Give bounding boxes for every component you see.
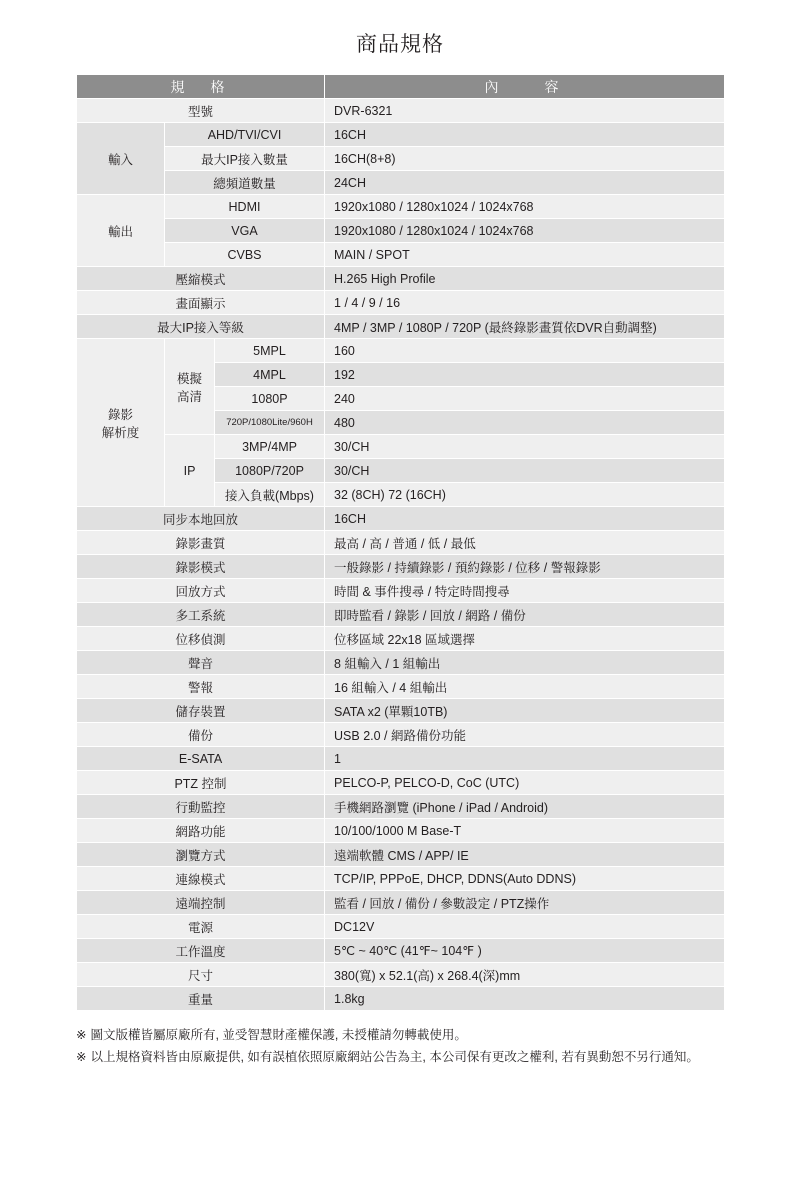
- note-text: 圖文版權皆屬原廠所有, 並受智慧財產權保護, 未授權請勿轉載使用。: [90, 1028, 467, 1042]
- table-row: [77, 819, 725, 843]
- row-label: E-SATA: [77, 747, 325, 771]
- table-row: [77, 291, 725, 315]
- table-row: [77, 747, 725, 771]
- table-row: [77, 195, 725, 219]
- table-row: [77, 267, 725, 291]
- row-value: 16 組輸入 / 4 組輸出: [325, 675, 725, 699]
- row-value: 16CH: [325, 507, 725, 531]
- table-row: [77, 123, 725, 147]
- row-label: PTZ 控制: [77, 771, 325, 795]
- row-label: 最大IP接入數量: [165, 147, 325, 171]
- row-label: 瀏覽方式: [77, 843, 325, 867]
- row-group-label: 輸出: [77, 195, 165, 267]
- row-label: 遠端控制: [77, 891, 325, 915]
- note-row: [76, 1025, 724, 1047]
- note-mark-icon: ※: [76, 1049, 87, 1064]
- row-value: TCP/IP, PPPoE, DHCP, DDNS(Auto DDNS): [325, 867, 725, 891]
- row-label: 同步本地回放: [77, 507, 325, 531]
- row-label: 備份: [77, 723, 325, 747]
- row-label: 尺寸: [77, 963, 325, 987]
- row-label: 3MP/4MP: [215, 435, 325, 459]
- table-row: [77, 507, 725, 531]
- row-label: 電源: [77, 915, 325, 939]
- table-row: [77, 531, 725, 555]
- row-value: 位移區域 22x18 區域選擇: [325, 627, 725, 651]
- note-text: 以上規格資料皆由原廠提供, 如有誤植依照原廠網站公告為主, 本公司保有更改之權利, 若有異動恕不另行通知。: [90, 1049, 699, 1064]
- row-value: 480: [325, 411, 725, 435]
- row-subgroup-label: 模擬 高清: [165, 339, 215, 435]
- row-label: 儲存裝置: [77, 699, 325, 723]
- table-row: [77, 723, 725, 747]
- row-value: 24CH: [325, 171, 725, 195]
- row-label: 720P/1080Lite/960H: [215, 411, 325, 435]
- row-label: 1080P: [215, 387, 325, 411]
- table-row: [77, 843, 725, 867]
- row-value: DC12V: [325, 915, 725, 939]
- table-row: [77, 243, 725, 267]
- row-label: 最大IP接入等級: [77, 315, 325, 339]
- row-value: 30/CH: [325, 435, 725, 459]
- row-value: 8 組輸入 / 1 組輸出: [325, 651, 725, 675]
- row-value: PELCO-P, PELCO-D, CoC (UTC): [325, 771, 725, 795]
- page-title: 商品規格: [356, 33, 444, 56]
- table-row: [77, 147, 725, 171]
- row-label: CVBS: [165, 243, 325, 267]
- row-value: 10/100/1000 M Base-T: [325, 819, 725, 843]
- table-row: [77, 939, 725, 963]
- row-value: 監看 / 回放 / 備份 / 參數設定 / PTZ操作: [325, 891, 725, 915]
- row-value: 16CH(8+8): [325, 147, 725, 171]
- row-value: 遠端軟體 CMS / APP/ IE: [325, 843, 725, 867]
- row-value: 手機網路瀏覽 (iPhone / iPad / Android): [325, 795, 725, 819]
- table-row: [77, 99, 725, 123]
- table-row: [77, 171, 725, 195]
- row-value: H.265 High Profile: [325, 267, 725, 291]
- row-value: 16CH: [325, 123, 725, 147]
- row-label: 聲音: [77, 651, 325, 675]
- note-row: [76, 1047, 724, 1069]
- table-header-row: [77, 75, 725, 99]
- row-label: 重量: [77, 987, 325, 1011]
- row-label: 網路功能: [77, 819, 325, 843]
- header-cell-content: 內 容: [325, 75, 725, 99]
- row-value: 4MP / 3MP / 1080P / 720P (最終錄影畫質依DVR自動調整): [325, 315, 725, 339]
- table-row: [77, 579, 725, 603]
- footer-notes: [76, 1025, 724, 1069]
- row-group-label: 輸入: [77, 123, 165, 195]
- row-value: 時間 & 事件搜尋 / 特定時間搜尋: [325, 579, 725, 603]
- row-label: 1080P/720P: [215, 459, 325, 483]
- table-row: [77, 987, 725, 1011]
- row-value: 1920x1080 / 1280x1024 / 1024x768: [325, 219, 725, 243]
- row-value: 1.8kg: [325, 987, 725, 1011]
- row-label: 錄影畫質: [77, 531, 325, 555]
- table-row: [77, 963, 725, 987]
- note-mark-icon: ※: [76, 1028, 87, 1042]
- row-value: 30/CH: [325, 459, 725, 483]
- row-value: MAIN / SPOT: [325, 243, 725, 267]
- spec-table: [76, 74, 725, 1011]
- row-label: 位移偵測: [77, 627, 325, 651]
- table-row: [77, 867, 725, 891]
- row-label: 行動監控: [77, 795, 325, 819]
- table-row: [77, 675, 725, 699]
- row-value: 1: [325, 747, 725, 771]
- row-value: 380(寬) x 52.1(高) x 268.4(深)mm: [325, 963, 725, 987]
- table-row: [77, 627, 725, 651]
- row-value: 1920x1080 / 1280x1024 / 1024x768: [325, 195, 725, 219]
- row-label: 工作溫度: [77, 939, 325, 963]
- table-row: [77, 699, 725, 723]
- row-label: 多工系統: [77, 603, 325, 627]
- row-value: SATA x2 (單顆10TB): [325, 699, 725, 723]
- row-label: HDMI: [165, 195, 325, 219]
- row-label: 接入負載(Mbps): [215, 483, 325, 507]
- row-label: 壓縮模式: [77, 267, 325, 291]
- row-label: 總頻道數量: [165, 171, 325, 195]
- table-row: [77, 555, 725, 579]
- row-label: AHD/TVI/CVI: [165, 123, 325, 147]
- table-row: [77, 219, 725, 243]
- row-label: 畫面顯示: [77, 291, 325, 315]
- spec-table-body: [77, 75, 725, 1011]
- row-label: 錄影模式: [77, 555, 325, 579]
- row-value: 一般錄影 / 持續錄影 / 預約錄影 / 位移 / 警報錄影: [325, 555, 725, 579]
- table-row: [77, 315, 725, 339]
- row-label: 警報: [77, 675, 325, 699]
- table-row: [77, 651, 725, 675]
- row-value: 192: [325, 363, 725, 387]
- table-row: [77, 603, 725, 627]
- row-value: 5℃ ~ 40℃ (41℉~ 104℉ ): [325, 939, 725, 963]
- table-row: [77, 915, 725, 939]
- table-row: [77, 891, 725, 915]
- row-label: 5MPL: [215, 339, 325, 363]
- row-value: 最高 / 高 / 普通 / 低 / 最低: [325, 531, 725, 555]
- row-label: 回放方式: [77, 579, 325, 603]
- table-row: [77, 339, 725, 363]
- row-label: 4MPL: [215, 363, 325, 387]
- table-row: [77, 795, 725, 819]
- row-value: 1 / 4 / 9 / 16: [325, 291, 725, 315]
- row-subgroup-label: IP: [165, 435, 215, 507]
- row-value: USB 2.0 / 網路備份功能: [325, 723, 725, 747]
- row-group-label: 錄影 解析度: [77, 339, 165, 507]
- row-value: 即時監看 / 錄影 / 回放 / 網路 / 備份: [325, 603, 725, 627]
- row-value: 160: [325, 339, 725, 363]
- row-label: 連線模式: [77, 867, 325, 891]
- row-label: VGA: [165, 219, 325, 243]
- table-row: [77, 771, 725, 795]
- row-label: 型號: [77, 99, 325, 123]
- table-row: [77, 435, 725, 459]
- row-value: 240: [325, 387, 725, 411]
- row-value: DVR-6321: [325, 99, 725, 123]
- row-value: 32 (8CH) 72 (16CH): [325, 483, 725, 507]
- header-cell-spec: 規 格: [77, 75, 325, 99]
